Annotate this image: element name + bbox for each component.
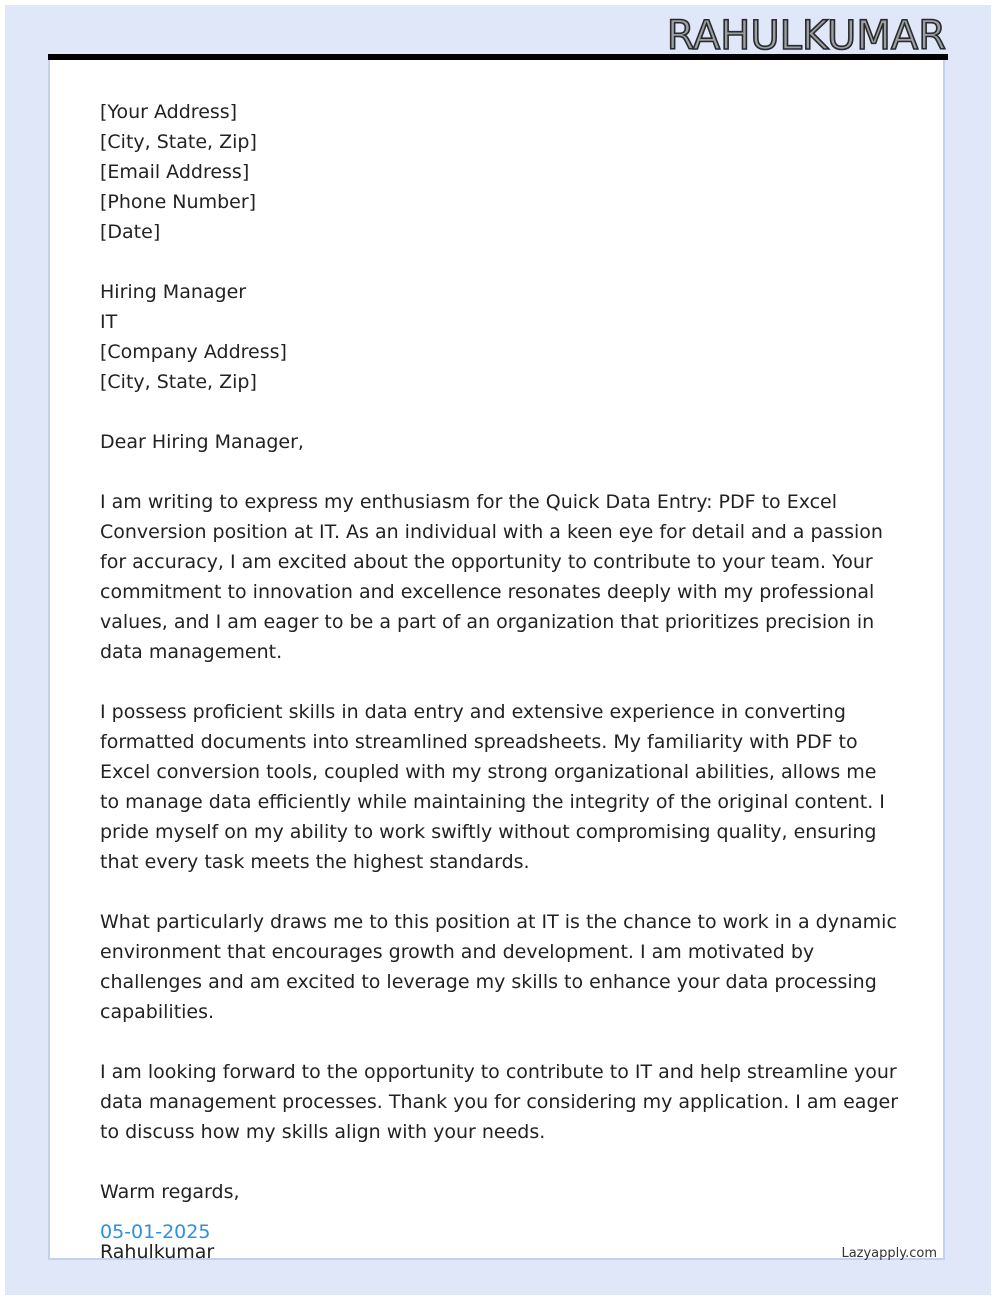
closing: Warm regards,	[100, 1181, 240, 1203]
body-paragraph: I am looking forward to the opportunity to contribute to IT and help streamline your data management processes. Thank you for considering my application. I am eager to discuss how my skills align with your needs.	[100, 1061, 898, 1143]
recipient-company: IT	[100, 311, 118, 333]
spacer	[100, 667, 900, 697]
recipient-city-state-zip: [City, State, Zip]	[100, 371, 257, 393]
sender-phone: [Phone Number]	[100, 191, 257, 213]
spacer	[100, 457, 900, 487]
cover-letter	[100, 97, 900, 1267]
salutation: Dear Hiring Manager,	[100, 431, 304, 453]
signature-name: Rahulkumar	[100, 1241, 215, 1263]
watermark-text: Lazyapply.com	[841, 1246, 937, 1261]
spacer	[100, 397, 900, 427]
recipient-block	[100, 277, 900, 397]
spacer	[100, 1027, 900, 1057]
sender-email: [Email Address]	[100, 161, 250, 183]
body-paragraph: What particularly draws me to this position at IT is the chance to work in a dynamic environment that encourages growth and development. I am motivated by challenges and am excited to leverage my skills to enhance your data processing capabilities.	[100, 911, 897, 1023]
body-paragraph: I am writing to express my enthusiasm for the Quick Data Entry: PDF to Excel Conversion position at IT. As an individual with a keen eye for detail and a passion for accuracy, I am excited about the opportunity to contribute to your team. Your commitment to innovation and excellence resonates deeply with my professional values, and I am eager to be a part of an organization that prioritizes precision in data management.	[100, 491, 883, 663]
sender-city-state-zip: [City, State, Zip]	[100, 131, 257, 153]
spacer	[100, 877, 900, 907]
recipient-address: [Company Address]	[100, 341, 287, 363]
sender-block	[100, 97, 900, 247]
spacer	[100, 1147, 900, 1177]
sender-date: [Date]	[100, 221, 161, 243]
spacer	[100, 247, 900, 277]
header-name: RAHULKUMAR	[666, 13, 946, 59]
spacer	[100, 1207, 900, 1237]
body-paragraph: I possess proficient skills in data entry and extensive experience in converting formatted documents into streamlined spreadsheets. My familiarity with PDF to Excel conversion tools, coupled with my strong organizational abilities, allows me to manage data efficiently while maintaining the integrity of the original content. I pride myself on my ability to work swiftly without compromising quality, ensuring that every task meets the highest standards.	[100, 701, 885, 873]
sender-address: [Your Address]	[100, 101, 238, 123]
recipient-title: Hiring Manager	[100, 281, 247, 303]
footer-date: 05-01-2025	[100, 1221, 211, 1243]
